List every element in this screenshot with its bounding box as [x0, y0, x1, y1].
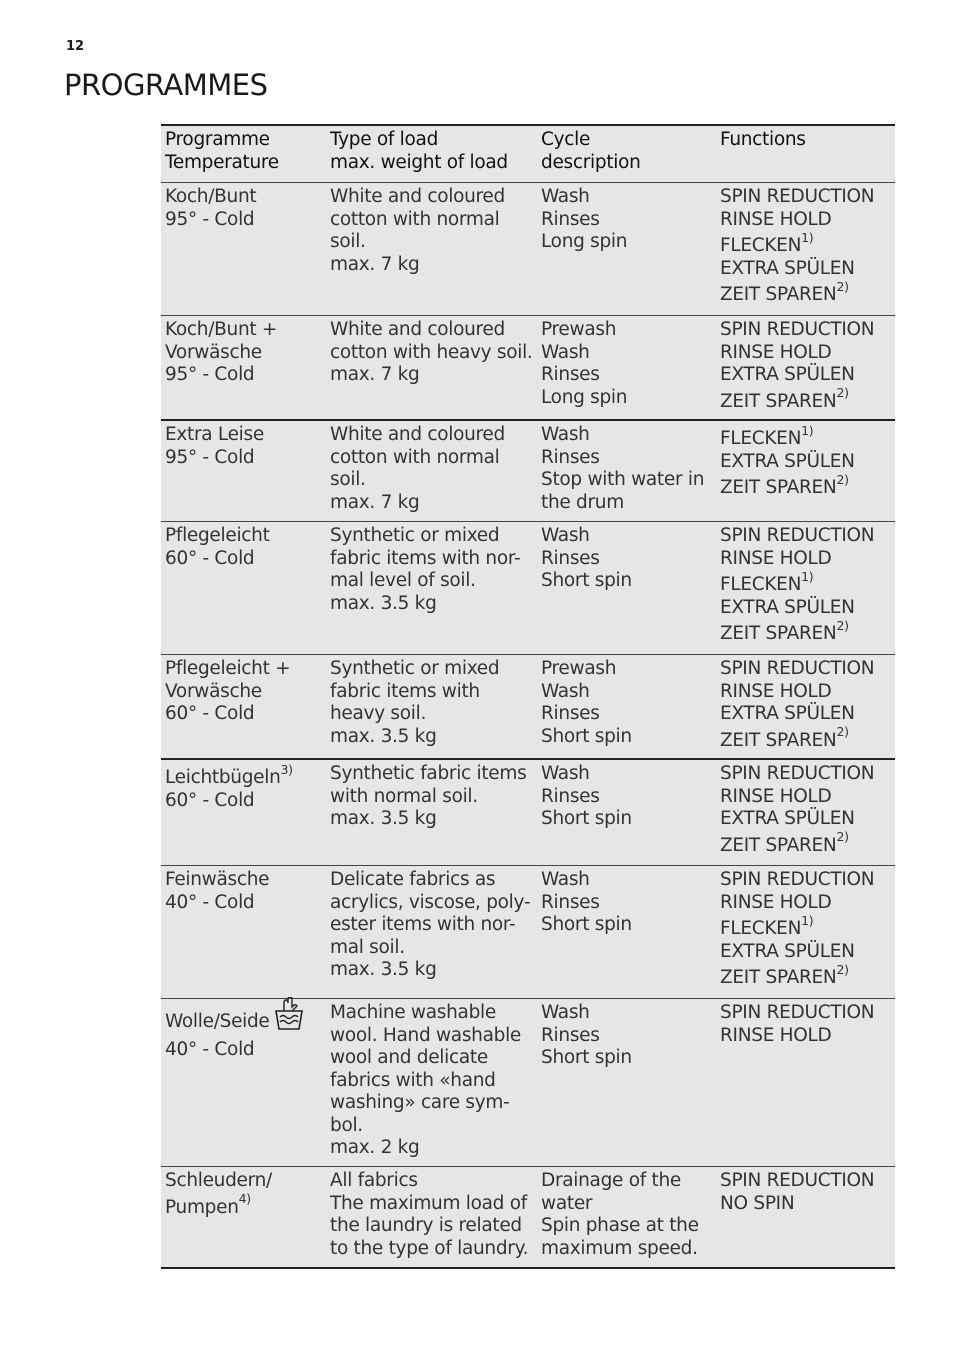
- table-body: [161, 183, 895, 1267]
- cycle-line: Short spin: [541, 725, 632, 747]
- function-line: FLECKEN$^{1)}$: [720, 568, 814, 595]
- cycle-line: Rinses: [541, 785, 600, 807]
- function-line: ZEIT SPAREN$^{2)}$: [720, 724, 849, 751]
- cycle-line: Rinses: [541, 891, 600, 913]
- functions-cell: [716, 866, 895, 998]
- cycle-line: Rinses: [541, 446, 600, 468]
- function-line: ZEIT SPAREN$^{2)}$: [720, 471, 849, 498]
- function-line: SPIN REDUCTION: [720, 869, 875, 890]
- function-line: EXTRA SPÜLEN: [720, 450, 855, 472]
- programme-cell: [161, 316, 326, 419]
- load-cell: [326, 421, 537, 521]
- programme-line: Vorwäsche: [165, 680, 262, 702]
- programme-line: Vorwäsche: [165, 341, 262, 363]
- cycle-line: Wash: [541, 680, 590, 702]
- table-row: [161, 999, 895, 1167]
- header-functions: Functions: [720, 129, 806, 150]
- programme-line: 60° - Cold: [165, 703, 255, 724]
- programme-line: 95° - Cold: [165, 208, 255, 230]
- cycle-line: Short spin: [541, 1047, 632, 1068]
- functions-cell: [716, 999, 895, 1166]
- load-line: wool. Hand washable: [330, 1024, 521, 1046]
- cycle-line: Wash: [541, 525, 590, 546]
- cycle-line: Rinses: [541, 547, 600, 569]
- load-line: ester items with nor-: [330, 914, 516, 935]
- cycle-line: Wash: [541, 341, 590, 363]
- footnote-marker: 2): [836, 724, 849, 740]
- cycle-line: Prewash: [541, 319, 617, 340]
- load-line: cotton with normal: [330, 446, 500, 468]
- table-row: [161, 522, 895, 655]
- programme-line: 60° - Cold: [165, 547, 255, 569]
- load-line: heavy soil.: [330, 703, 427, 724]
- function-line: FLECKEN$^{1)}$: [720, 912, 814, 939]
- load-line: max. 3.5 kg: [330, 959, 437, 980]
- hand-wash-icon: [274, 997, 304, 1031]
- cycle-line: Short spin: [541, 914, 632, 935]
- load-line: White and coloured: [330, 186, 505, 207]
- function-line: SPIN REDUCTION: [720, 319, 875, 340]
- function-line: EXTRA SPÜLEN: [720, 808, 855, 829]
- programme-line: Feinwäsche: [165, 869, 270, 890]
- footnote-marker: 2): [836, 278, 849, 294]
- load-line: fabrics with «hand: [330, 1069, 496, 1091]
- function-line: ZEIT SPAREN$^{2)}$: [720, 385, 849, 412]
- programmes-table: [161, 124, 895, 1269]
- header-load: Type of load max. weight of load: [330, 129, 508, 173]
- functions-cell: [716, 316, 895, 419]
- programme-cell: [161, 183, 326, 315]
- function-line: ZEIT SPAREN$^{2)}$: [720, 961, 849, 988]
- programme-line: 40° - Cold: [165, 1039, 255, 1060]
- table-header-row: [161, 126, 895, 183]
- load-line: soil.: [330, 231, 366, 252]
- programme-cell: [161, 999, 326, 1166]
- cycle-line: Rinses: [541, 1024, 600, 1046]
- cycle-line: Wash: [541, 763, 590, 784]
- table-row: [161, 316, 895, 421]
- function-line: NO SPIN: [720, 1192, 795, 1214]
- cycle-cell: [537, 760, 716, 865]
- function-line: EXTRA SPÜLEN: [720, 940, 855, 962]
- function-line: SPIN REDUCTION: [720, 1002, 875, 1023]
- cycle-line: Long spin: [541, 231, 628, 252]
- load-cell: [326, 655, 537, 758]
- cycle-line: water: [541, 1192, 593, 1214]
- programme-cell: [161, 655, 326, 758]
- footnote-marker: 1): [801, 229, 814, 245]
- programme-line: 60° - Cold: [165, 789, 255, 811]
- footnote-marker: 1): [801, 422, 814, 438]
- function-line: EXTRA SPÜLEN: [720, 703, 855, 724]
- programme-cell: [161, 760, 326, 865]
- load-line: Machine washable: [330, 1002, 496, 1023]
- load-line: max. 7 kg: [330, 253, 420, 275]
- load-cell: [326, 999, 537, 1166]
- cycle-line: Rinses: [541, 364, 600, 385]
- programme-line: Wolle/Seide: [165, 999, 322, 1039]
- table-row: [161, 421, 895, 522]
- cycle-line: Drainage of the: [541, 1170, 681, 1191]
- programme-line: 95° - Cold: [165, 364, 255, 385]
- programme-cell: [161, 866, 326, 998]
- cycle-line: Prewash: [541, 658, 617, 679]
- load-line: bol.: [330, 1114, 363, 1136]
- cycle-cell: [537, 999, 716, 1166]
- cycle-line: Long spin: [541, 386, 628, 408]
- function-line: RINSE HOLD: [720, 891, 832, 913]
- load-line: the laundry is related: [330, 1215, 522, 1236]
- load-cell: [326, 522, 537, 654]
- load-line: The maximum load of: [330, 1192, 527, 1214]
- function-line: RINSE HOLD: [720, 341, 832, 363]
- cycle-line: Rinses: [541, 208, 600, 230]
- load-line: Synthetic or mixed: [330, 525, 500, 546]
- functions-cell: [716, 655, 895, 758]
- functions-cell: [716, 760, 895, 865]
- cycle-cell: [537, 655, 716, 758]
- function-line: SPIN REDUCTION: [720, 658, 875, 679]
- load-line: All fabrics: [330, 1170, 418, 1191]
- footnote-marker: 2): [836, 471, 849, 487]
- programme-line: 40° - Cold: [165, 891, 255, 913]
- page-number: 12: [66, 39, 85, 54]
- load-line: mal soil.: [330, 936, 405, 958]
- load-line: max. 2 kg: [330, 1137, 420, 1158]
- programme-line: Schleudern/: [165, 1170, 272, 1191]
- function-line: RINSE HOLD: [720, 785, 832, 807]
- programme-line: 95° - Cold: [165, 446, 255, 468]
- function-line: SPIN REDUCTION: [720, 763, 875, 784]
- load-line: Synthetic fabric items: [330, 763, 527, 784]
- table-row: [161, 183, 895, 316]
- load-cell: [326, 316, 537, 419]
- header-cycle: Cycle description: [541, 129, 641, 173]
- load-cell: [326, 760, 537, 865]
- footnote-marker: 3): [280, 761, 293, 777]
- load-line: cotton with heavy soil.: [330, 341, 533, 363]
- cycle-line: Short spin: [541, 570, 632, 591]
- function-line: SPIN REDUCTION: [720, 525, 875, 546]
- page-title: PROGRAMMES: [64, 68, 268, 102]
- cycle-line: Short spin: [541, 808, 632, 829]
- footnote-marker: 2): [836, 961, 849, 977]
- load-line: washing» care sym-: [330, 1092, 510, 1113]
- table-row: [161, 760, 895, 866]
- function-line: ZEIT SPAREN$^{2)}$: [720, 278, 849, 305]
- load-line: fabric items with nor-: [330, 547, 521, 569]
- load-line: with normal soil.: [330, 785, 478, 807]
- load-line: wool and delicate: [330, 1047, 488, 1068]
- function-line: RINSE HOLD: [720, 1024, 832, 1046]
- footnote-marker: 1): [801, 912, 814, 928]
- load-line: Delicate fabrics as: [330, 869, 496, 890]
- cycle-cell: [537, 421, 716, 521]
- table-row: [161, 655, 895, 760]
- function-line: EXTRA SPÜLEN: [720, 596, 855, 618]
- cycle-cell: [537, 183, 716, 315]
- functions-cell: [716, 421, 895, 521]
- footnote-marker: 2): [836, 617, 849, 633]
- load-line: fabric items with: [330, 680, 480, 702]
- function-line: SPIN REDUCTION: [720, 186, 875, 207]
- programme-line: Pflegeleicht: [165, 525, 270, 546]
- load-line: White and coloured: [330, 424, 505, 445]
- cycle-line: Wash: [541, 869, 590, 890]
- load-line: max. 7 kg: [330, 491, 420, 513]
- load-line: max. 3.5 kg: [330, 808, 437, 829]
- cycle-cell: [537, 316, 716, 419]
- function-line: SPIN REDUCTION: [720, 1170, 875, 1191]
- programme-line: Pumpen$^{4)}$: [165, 1191, 251, 1218]
- footnote-marker: 1): [801, 568, 814, 584]
- load-line: max. 7 kg: [330, 364, 420, 385]
- function-line: EXTRA SPÜLEN: [720, 257, 855, 279]
- cycle-line: maximum speed.: [541, 1237, 698, 1259]
- function-line: EXTRA SPÜLEN: [720, 364, 855, 385]
- load-line: max. 3.5 kg: [330, 592, 437, 614]
- load-line: soil.: [330, 469, 366, 490]
- load-cell: [326, 1167, 537, 1267]
- function-line: FLECKEN$^{1)}$: [720, 229, 814, 256]
- functions-cell: [716, 183, 895, 315]
- load-line: acrylics, viscose, poly-: [330, 891, 531, 913]
- header-programme: Programme Temperature: [165, 129, 279, 173]
- load-line: max. 3.5 kg: [330, 725, 437, 747]
- cycle-line: the drum: [541, 491, 624, 513]
- programme-line: Pflegeleicht +: [165, 658, 291, 679]
- cycle-cell: [537, 866, 716, 998]
- programme-cell: [161, 1167, 326, 1267]
- load-line: cotton with normal: [330, 208, 500, 230]
- programme-cell: [161, 522, 326, 654]
- cycle-line: Rinses: [541, 703, 600, 724]
- load-line: Synthetic or mixed: [330, 658, 500, 679]
- function-line: FLECKEN$^{1)}$: [720, 422, 814, 449]
- table-row: [161, 866, 895, 999]
- footnote-marker: 2): [836, 829, 849, 845]
- function-line: ZEIT SPAREN$^{2)}$: [720, 617, 849, 644]
- cycle-line: Wash: [541, 1002, 590, 1023]
- cycle-cell: [537, 522, 716, 654]
- footnote-marker: 2): [836, 385, 849, 401]
- functions-cell: [716, 1167, 895, 1267]
- function-line: RINSE HOLD: [720, 680, 832, 702]
- programme-line: Leichtbügeln$^{3)}$: [165, 761, 293, 788]
- load-cell: [326, 866, 537, 998]
- programme-line: Extra Leise: [165, 424, 264, 445]
- footnote-marker: 4): [238, 1191, 251, 1207]
- function-line: ZEIT SPAREN$^{2)}$: [720, 829, 849, 856]
- cycle-line: Wash: [541, 424, 590, 445]
- programme-cell: [161, 421, 326, 521]
- programme-line: Koch/Bunt: [165, 186, 257, 207]
- load-line: mal level of soil.: [330, 570, 476, 591]
- table-row: [161, 1167, 895, 1267]
- functions-cell: [716, 522, 895, 654]
- cycle-line: Spin phase at the: [541, 1215, 699, 1236]
- function-line: RINSE HOLD: [720, 208, 832, 230]
- cycle-cell: [537, 1167, 716, 1267]
- load-cell: [326, 183, 537, 315]
- cycle-line: Wash: [541, 186, 590, 207]
- load-line: to the type of laundry.: [330, 1237, 529, 1259]
- programme-line: Koch/Bunt +: [165, 319, 278, 340]
- load-line: White and coloured: [330, 319, 505, 340]
- cycle-line: Stop with water in: [541, 469, 705, 490]
- function-line: RINSE HOLD: [720, 547, 832, 569]
